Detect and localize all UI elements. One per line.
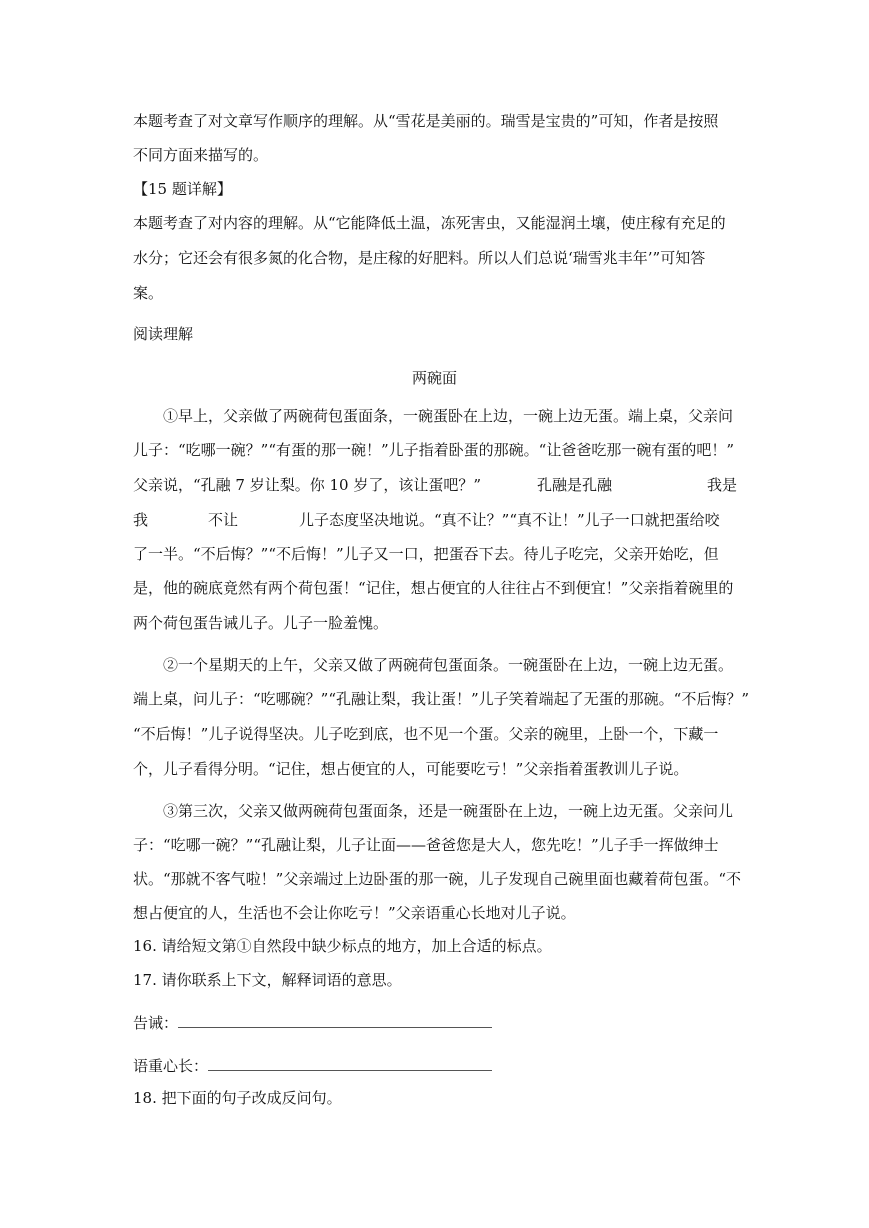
question-18: 18. 把下面的句子改成反问句。 xyxy=(133,1089,342,1107)
q17-answer-row-a xyxy=(133,1013,492,1033)
p1-gap-text-b: 我是 xyxy=(707,476,738,494)
p3-line2: 子：“吃哪一碗？”“孔融让梨，儿子让面——爸爸您是大人，您先吃！”儿子手一挥做绅士 xyxy=(133,836,719,854)
question-16: 16. 请给短文第①自然段中缺少标点的地方，加上合适的标点。 xyxy=(133,937,552,955)
p2-line4: 个，儿子看得分明。“记住，想占便宜的人，可能要吃亏！”父亲指着蛋教训儿子说。 xyxy=(133,760,689,778)
p3-line1: ③第三次，父亲又做两碗荷包蛋面条，还是一碗蛋卧在上边，一碗上边无蛋。父亲问儿 xyxy=(163,802,734,820)
p1-gap-text-a: 孔融是孔融 xyxy=(537,476,613,494)
p1-line2: 儿子：“吃哪一碗？”“有蛋的那一碗！”儿子指着卧蛋的那碗。“让爸爸吃那一碗有蛋的吧！” xyxy=(133,441,735,459)
q17a-label: 告诫： xyxy=(133,1014,179,1032)
p1-gap2-text-b: 不让 xyxy=(208,511,239,529)
p1-line6: 是，他的碗底竟然有两个荷包蛋！“记住，想占便宜的人往往占不到便宜！”父亲指着碗里的 xyxy=(133,579,734,597)
answer14-line2: 不同方面来描写的。 xyxy=(133,146,269,164)
p2-line2: 端上桌，问儿子：“吃哪碗？”“孔融让梨，我让蛋！”儿子笑着端起了无蛋的那碗。“不后悔？” xyxy=(133,690,750,708)
q17a-answer-blank[interactable] xyxy=(178,1013,492,1028)
p1-line3-text: 父亲说，“孔融 7 岁让梨。你 10 岁了，该让蛋吧？” xyxy=(133,476,482,494)
p3-line3: 状。“那就不客气啦！”父亲端过上边卧蛋的那一碗，儿子发现自己碗里面也藏着荷包蛋。“不 xyxy=(133,870,742,888)
p1-gap2-text-c: 儿子态度坚决地说。“真不让？”“真不让！”儿子一口就把蛋给咬 xyxy=(299,511,720,529)
p1-line1: ①早上，父亲做了两碗荷包蛋面条，一碗蛋卧在上边，一碗上边无蛋。端上桌，父亲问 xyxy=(163,407,734,425)
question-17: 17. 请你联系上下文，解释词语的意思。 xyxy=(133,971,402,989)
passage-title: 两碗面 xyxy=(411,369,457,387)
answer15-line1: 本题考查了对内容的理解。从“它能降低土温，冻死害虫，又能湿润土壤，使庄稼有充足的 xyxy=(133,214,726,232)
p1-gap2-text-a: 我 xyxy=(133,511,149,529)
answer15-heading: 【15 题详解】 xyxy=(133,180,232,198)
p1-line7: 两个荷包蛋告诫儿子。儿子一脸羞愧。 xyxy=(133,614,389,632)
p2-line3: “不后悔！”儿子说得坚决。儿子吃到底，也不见一个蛋。父亲的碗里，上卧一个，下藏一 xyxy=(133,725,719,743)
p1-line5: 了一半。“不后悔？”“不后悔！”儿子又一口，把蛋吞下去。待儿子吃完，父亲开始吃，但 xyxy=(133,545,719,563)
answer15-line2: 水分；它还会有很多氮的化合物，是庄稼的好肥料。所以人们总说‘瑞雪兆丰年’”可知答 xyxy=(133,249,706,267)
section-label: 阅读理解 xyxy=(133,325,194,343)
p2-line1: ②一个星期天的上午，父亲又做了两碗荷包蛋面条。一碗蛋卧在上边，一碗上边无蛋。 xyxy=(163,656,734,674)
q17b-label: 语重心长： xyxy=(133,1057,209,1075)
q17b-answer-blank[interactable] xyxy=(208,1056,492,1071)
answer14-line1: 本题考查了对文章写作顺序的理解。从“雪花是美丽的。瑞雪是宝贵的”可知，作者是按照 xyxy=(133,112,719,130)
p3-line4: 想占便宜的人，生活也不会让你吃亏！”父亲语重心长地对儿子说。 xyxy=(133,904,576,922)
q17-answer-row-b xyxy=(133,1056,492,1076)
answer15-line3: 案。 xyxy=(133,284,164,302)
